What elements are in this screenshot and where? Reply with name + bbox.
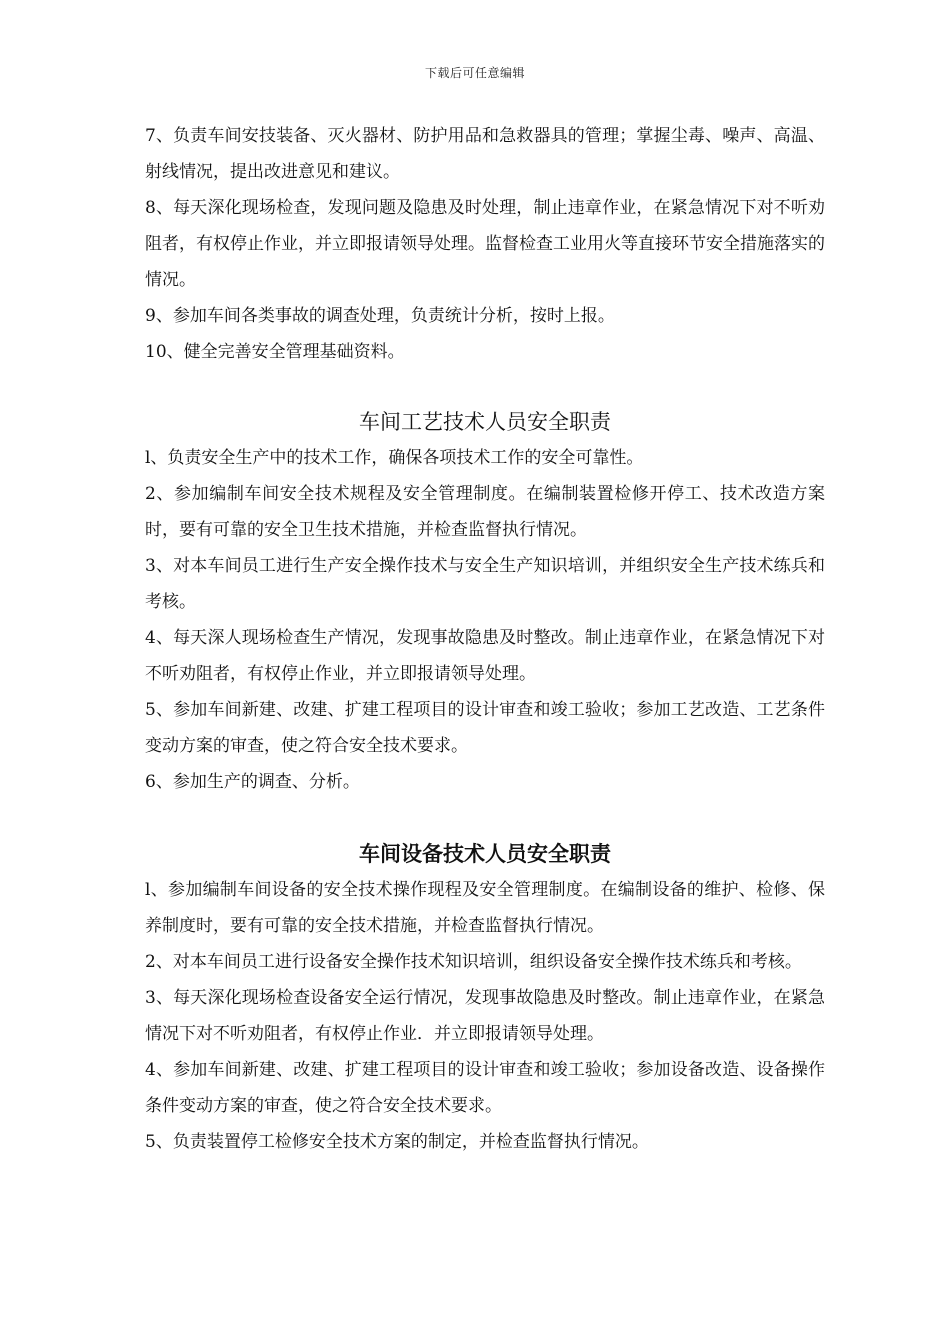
- process-item-5: 5、参加车间新建、改建、扩建工程项目的设计审查和竣工验收；参加工艺改造、工艺条件变动方案的审查，使之符合安全技术要求。: [145, 700, 825, 756]
- process-item-2: 2、参加编制车间安全技术规程及安全管理制度。在编制装置检修开停工、技术改造方案时，要有可靠的安全卫生技术措施，并检查监督执行情况。: [145, 484, 825, 540]
- process-item-4: 4、每天深人现场检查生产情况，发现事故隐患及时整改。制止违章作业，在紧急情况下对不听劝阻者，有权停止作业，并立即报请领导处理。: [145, 628, 825, 684]
- equipment-item-3: 3、每天深化现场检查设备安全运行情况，发现事故隐患及时整改。制止违章作业，在紧急情况下对不听劝阻者，有权停止作业．并立即报请领导处理。: [145, 988, 825, 1044]
- intro-item-9: 9、参加车间各类事故的调查处理，负责统计分析，按时上报。: [145, 306, 615, 326]
- page-header: 下载后可任意编辑: [424, 66, 525, 80]
- equipment-item-2: 2、对本车间员工进行设备安全操作技术知识培训，组织设备安全操作技术练兵和考核。: [145, 952, 802, 972]
- intro-item-10: 10、健全完善安全管理基础资料。: [145, 342, 405, 362]
- process-item-1: l、负责安全生产中的技术工作，确保各项技术工作的安全可靠性。: [145, 448, 644, 468]
- equipment-item-1: l、参加编制车间设备的安全技术操作现程及安全管理制度。在编制设备的维护、检修、保养制度时，要有可靠的安全技术措施，并检查监督执行情况。: [145, 880, 825, 936]
- equipment-item-5: 5、负责装置停工检修安全技术方案的制定，并检查监督执行情况。: [145, 1132, 649, 1152]
- equipment-item-4: 4、参加车间新建、改建、扩建工程项目的设计审查和竣工验收；参加设备改造、设备操作条件变动方案的审查，使之符合安全技术要求。: [145, 1060, 825, 1116]
- section-title-process-tech: 车间工艺技术人员安全职责: [359, 410, 611, 434]
- intro-item-8: 8、每天深化现场检查，发现问题及隐患及时处理，制止违章作业，在紧急情况下对不听劝阻者，有权停止作业，并立即报请领导处理。监督检查工业用火等直接环节安全措施落实的情况。: [145, 198, 825, 290]
- section-title-equipment-tech: 车间设备技术人员安全职责: [359, 841, 611, 866]
- process-item-6: 6、参加生产的调查、分析。: [145, 772, 360, 792]
- document-body: [145, 118, 825, 1160]
- process-item-3: 3、对本车间员工进行生产安全操作技术与安全生产知识培训，并组织安全生产技术练兵和考核。: [145, 556, 825, 612]
- intro-item-7: 7、负责车间安技装备、灭火器材、防护用品和急救器具的管理；掌握尘毒、噪声、高温、射线情况，提出改进意见和建议。: [145, 126, 825, 182]
